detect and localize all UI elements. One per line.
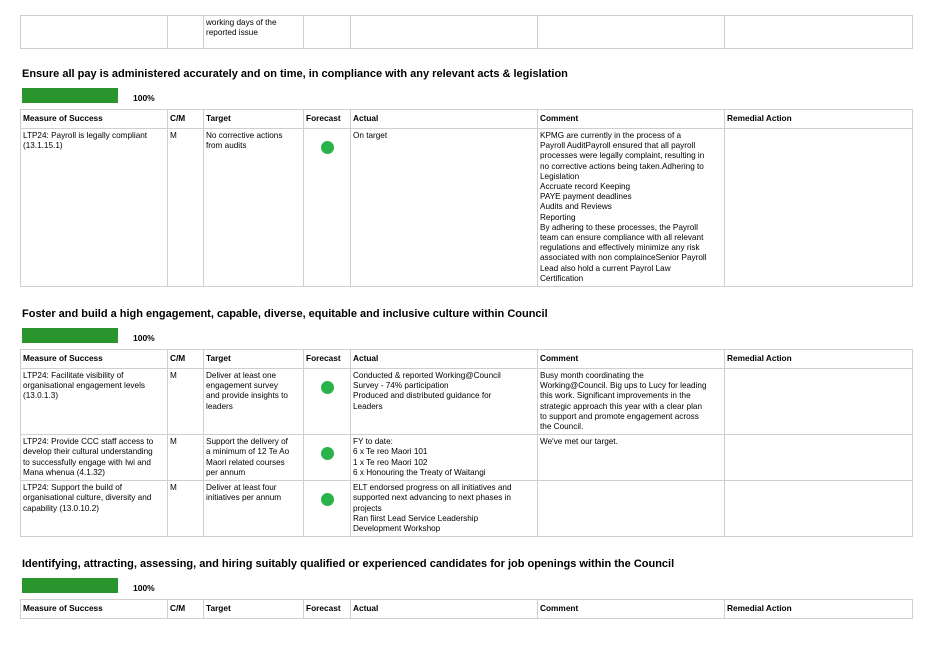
forecast-cell [304,481,351,537]
remedial-cell [725,435,913,481]
status-dot-icon [321,447,334,460]
table-header-row [21,350,913,369]
actual-cell: ELT endorsed progress on all initiatives and supported next advancing to next phases in projects Ran fiirst Lead Service Leadership Development Workshop [351,481,538,537]
column-header: Target [204,600,304,619]
progress-percent: 100% [133,583,155,593]
table-row [21,369,913,435]
cm-cell: M [168,369,204,435]
remedial-cell [725,369,913,435]
measures-table [20,599,913,619]
measure-cell: LTP24: Payroll is legally compliant (13.1.15.1) [21,129,168,287]
actual-cell: Conducted & reported Working@Council Survey - 74% participation Produced and distributed guidance for Leaders [351,369,538,435]
progress-bar [22,328,118,343]
comment-cell: KPMG are currently in the process of a Payroll AuditPayroll ensured that all payroll processes were legally complaint, resulting in no corrective actions being taken.Adhering to Legislation Accruate record Keeping PAYE payment deadlines Audits and Reviews Reporting By adhering to these processes, the Payroll team can ensure compliance with all relevant regulations and effectively minimize any risk associated with non complainceSenior Payroll Lead also hold a current Payrol Law Certification [538,129,725,287]
comment-cell [538,481,725,537]
column-header: Remedial Action [725,110,913,129]
forecast-cell [304,369,351,435]
cm-cell: M [168,129,204,287]
measure-cell: LTP24: Provide CCC staff access to develop their cultural understanding to successfully engage with Iwi and Mana whenua (4.1.32) [21,435,168,481]
target-cell: Deliver at least one engagement survey and provide insights to leaders [204,369,304,435]
measures-table [20,109,913,287]
cm-cell [168,16,204,49]
progress-percent: 100% [133,333,155,343]
comment-cell: We've met our target. [538,435,725,481]
target-cell: No corrective actions from audits [204,129,304,287]
actual-cell: On target [351,129,538,287]
table-header-row [21,110,913,129]
section-title: Ensure all pay is administered accurately and on time, in compliance with any relevant acts & legislation [22,68,568,80]
status-dot-icon [321,381,334,394]
column-header: Actual [351,110,538,129]
table-row [21,16,913,49]
comment-cell [538,16,725,49]
forecast-cell [304,435,351,481]
comment-cell: Busy month coordinating the Working@Council. Big ups to Lucy for leading this work. Significant improvements in the strategic approach this year with a clear plan to support and promote engagement across the Council. [538,369,725,435]
progress-bar [22,88,118,103]
measure-cell [21,16,168,49]
table-row [21,129,913,287]
target-cell: working days of the reported issue [204,16,304,49]
table-row [21,435,913,481]
measure-cell: LTP24: Support the build of organisational culture, diversity and capability (13.0.10.2) [21,481,168,537]
column-header: C/M [168,110,204,129]
column-header: Remedial Action [725,600,913,619]
column-header: C/M [168,350,204,369]
column-header: C/M [168,600,204,619]
status-dot-icon [321,493,334,506]
measure-cell: LTP24: Facilitate visibility of organisational engagement levels (13.0.1.3) [21,369,168,435]
column-header: Measure of Success [21,600,168,619]
cm-cell: M [168,481,204,537]
cm-cell: M [168,435,204,481]
section-title: Foster and build a high engagement, capable, diverse, equitable and inclusive culture within Council [22,308,548,320]
column-header: Remedial Action [725,350,913,369]
progress-bar [22,578,118,593]
progress-percent: 100% [133,93,155,103]
column-header: Comment [538,110,725,129]
section-title: Identifying, attracting, assessing, and hiring suitably qualified or experienced candidates for job openings within the Council [22,558,675,570]
column-header: Measure of Success [21,350,168,369]
actual-cell: FY to date: 6 x Te reo Maori 101 1 x Te reo Maori 102 6 x Honouring the Treaty of Waitangi [351,435,538,481]
column-header: Target [204,110,304,129]
top-fragment-table [20,15,913,49]
column-header: Forecast [304,350,351,369]
table-row [21,481,913,537]
target-cell: Deliver at least four initiatives per annum [204,481,304,537]
forecast-cell [304,129,351,287]
column-header: Comment [538,350,725,369]
remedial-cell [725,129,913,287]
column-header: Target [204,350,304,369]
target-cell: Support the delivery of a minimum of 12 Te Ao Maori related courses per annum [204,435,304,481]
column-header: Forecast [304,110,351,129]
table-header-row [21,600,913,619]
column-header: Comment [538,600,725,619]
forecast-cell [304,16,351,49]
actual-cell [351,16,538,49]
column-header: Measure of Success [21,110,168,129]
measures-table [20,349,913,537]
column-header: Actual [351,350,538,369]
column-header: Actual [351,600,538,619]
column-header: Forecast [304,600,351,619]
status-dot-icon [321,141,334,154]
remedial-cell [725,481,913,537]
remedial-cell [725,16,913,49]
